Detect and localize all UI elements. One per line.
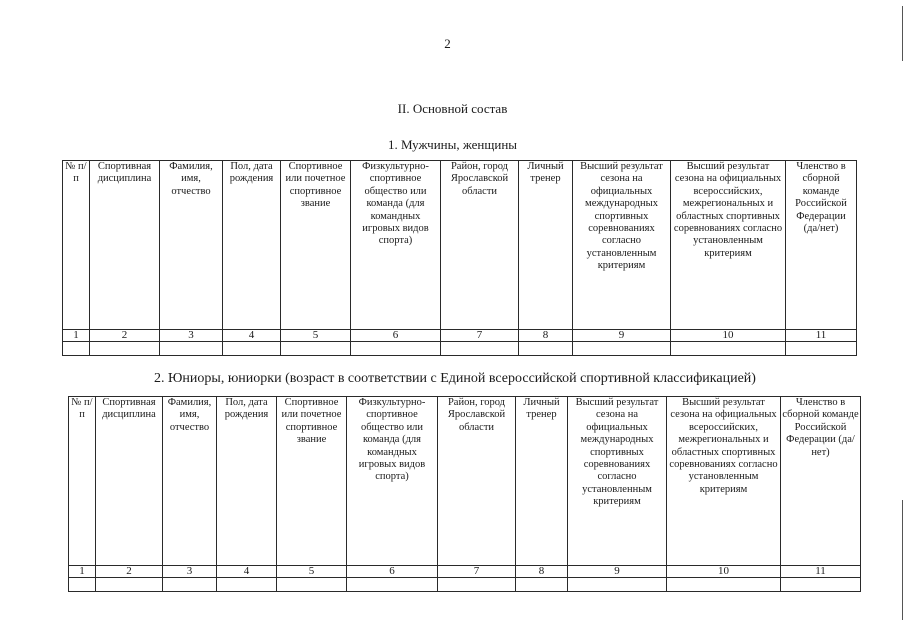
header-cell: Пол, дата рождения	[223, 161, 281, 330]
column-number: 3	[160, 330, 223, 342]
column-number: 6	[347, 566, 438, 578]
column-number: 4	[217, 566, 277, 578]
column-number: 11	[781, 566, 861, 578]
column-number: 8	[519, 330, 573, 342]
table-cell	[516, 578, 568, 592]
header-cell: Личный тренер	[516, 397, 568, 566]
column-number: 6	[351, 330, 441, 342]
column-number: 7	[438, 566, 516, 578]
table-cell	[277, 578, 347, 592]
table-cell	[441, 342, 519, 356]
table-cell	[160, 342, 223, 356]
header-cell: Членство в сборной команде Российской Федерации (да/нет)	[781, 397, 861, 566]
table-cell	[438, 578, 516, 592]
column-number: 2	[96, 566, 163, 578]
column-number: 9	[568, 566, 667, 578]
header-cell: Высший результат сезона на официальных международных спортивных соревнованиях согласно установленным критериям	[573, 161, 671, 330]
scan-edge-line	[902, 6, 903, 61]
empty-data-row	[63, 342, 857, 356]
header-cell: Район, город Ярославской области	[441, 161, 519, 330]
table-cell	[281, 342, 351, 356]
table-header-row	[69, 397, 861, 566]
header-cell: Фамилия, имя, отчество	[163, 397, 217, 566]
header-cell: Высший результат сезона на официальных всероссийских, межрегиональных и областных спортивных соревнованиях согласно установленным критериям	[671, 161, 786, 330]
column-number: 5	[281, 330, 351, 342]
table-cell	[667, 578, 781, 592]
table-cell	[351, 342, 441, 356]
table-cell	[90, 342, 160, 356]
column-number: 10	[671, 330, 786, 342]
header-cell: Район, город Ярославской области	[438, 397, 516, 566]
table-cell	[223, 342, 281, 356]
table2-title: 2. Юниоры, юниорки (возраст в соответствии с Единой всероссийской спортивной классификацией)	[154, 371, 756, 386]
header-cell: Личный тренер	[519, 161, 573, 330]
column-number: 11	[786, 330, 857, 342]
page-number: 2	[444, 36, 451, 51]
column-number: 1	[63, 330, 90, 342]
table-juniors	[68, 396, 861, 592]
table-cell	[573, 342, 671, 356]
header-cell: Спортивное или почетное спортивное звание	[277, 397, 347, 566]
table-men-women	[62, 160, 857, 356]
table-cell	[217, 578, 277, 592]
column-number: 10	[667, 566, 781, 578]
table-cell	[347, 578, 438, 592]
table-cell	[568, 578, 667, 592]
table-cell	[69, 578, 96, 592]
column-number: 9	[573, 330, 671, 342]
table-header-row	[63, 161, 857, 330]
column-number: 8	[516, 566, 568, 578]
table-cell	[96, 578, 163, 592]
header-cell: Фамилия, имя, отчество	[160, 161, 223, 330]
header-cell: Пол, дата рождения	[217, 397, 277, 566]
table-cell	[519, 342, 573, 356]
section-title: II. Основной состав	[397, 101, 508, 116]
header-cell: Физкультурно-спортивное общество или команда (для командных игровых видов спорта)	[351, 161, 441, 330]
column-number: 2	[90, 330, 160, 342]
header-cell: № п/п	[63, 161, 90, 330]
table1-title: 1. Мужчины, женщины	[387, 137, 518, 152]
header-cell: Высший результат сезона на официальных всероссийских, межрегиональных и областных спортивных соревнованиях согласно установленным критериям	[667, 397, 781, 566]
column-number-row	[69, 566, 861, 578]
header-cell: Спортивная дисциплина	[96, 397, 163, 566]
table-cell	[786, 342, 857, 356]
empty-data-row	[69, 578, 861, 592]
header-cell: Спортивное или почетное спортивное звание	[281, 161, 351, 330]
scan-edge-line	[902, 500, 903, 620]
column-number: 5	[277, 566, 347, 578]
header-cell: Высший результат сезона на официальных международных спортивных соревнованиях согласно установленным критериям	[568, 397, 667, 566]
header-cell: № п/п	[69, 397, 96, 566]
column-number-row	[63, 330, 857, 342]
column-number: 1	[69, 566, 96, 578]
column-number: 7	[441, 330, 519, 342]
table-cell	[781, 578, 861, 592]
table-cell	[163, 578, 217, 592]
header-cell: Спортивная дисциплина	[90, 161, 160, 330]
column-number: 3	[163, 566, 217, 578]
header-cell: Физкультурно-спортивное общество или команда (для командных игровых видов спорта)	[347, 397, 438, 566]
header-cell: Членство в сборной команде Российской Федерации (да/нет)	[786, 161, 857, 330]
table-cell	[671, 342, 786, 356]
column-number: 4	[223, 330, 281, 342]
table-cell	[63, 342, 90, 356]
